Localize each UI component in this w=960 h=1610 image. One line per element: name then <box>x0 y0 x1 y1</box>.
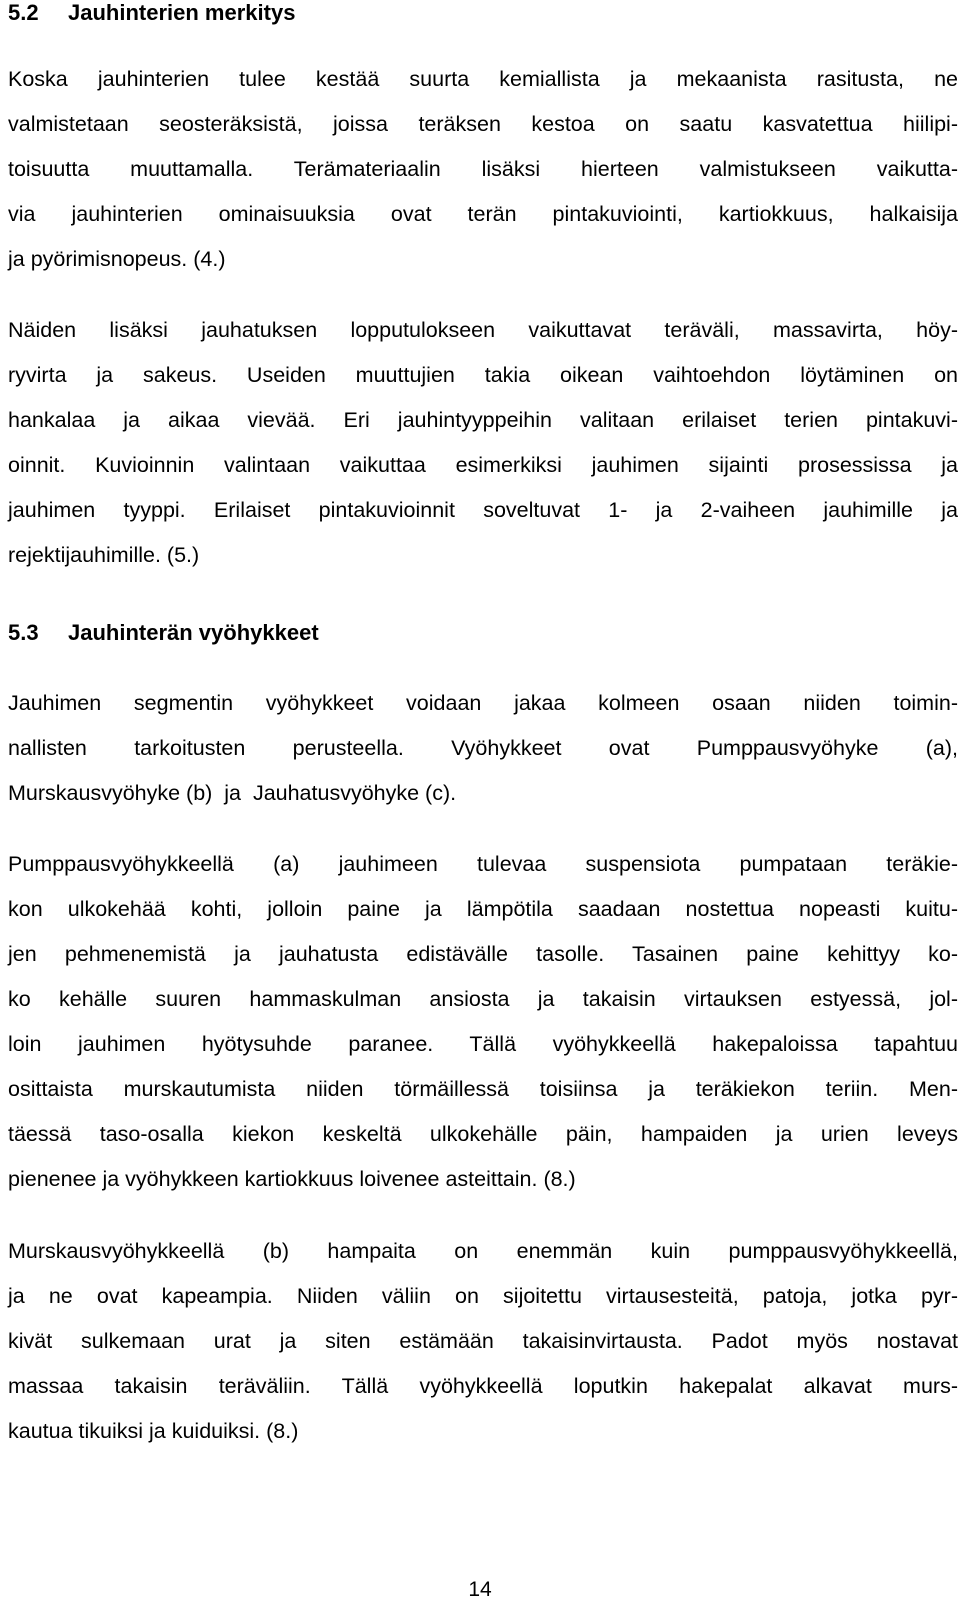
text-line: rejektijauhimille. (5.) <box>8 543 200 567</box>
text-line: ko kehälle suuren hammaskulman ansiosta ja takaisin virtauksen estyessä, jol- <box>8 987 958 1011</box>
text-line: massaa takaisin teräväliin. Tällä vyöhykkeellä loputkin hakepalat alkavat murs- <box>8 1374 958 1398</box>
text-line: ja pyörimisnopeus. (4.) <box>8 247 226 271</box>
text-line: Koska jauhinterien tulee kestää suurta kemiallista ja mekaanista rasitusta, ne <box>8 67 958 91</box>
text-line: kivät sulkemaan urat ja siten estämään takaisinvirtausta. Padot myös nostavat <box>8 1329 958 1353</box>
text-line: Jauhimen segmentin vyöhykkeet voidaan jakaa kolmeen osaan niiden toimin- <box>8 691 958 715</box>
text-line: via jauhinterien ominaisuuksia ovat terän pintakuviointi, kartiokkuus, halkaisija <box>8 202 958 226</box>
text-line: loin jauhimen hyötysuhde paranee. Tällä vyöhykkeellä hakepaloissa tapahtuu <box>8 1032 958 1056</box>
text-line: kautua tikuiksi ja kuiduiksi. (8.) <box>8 1419 299 1443</box>
section-title: Jauhinterien merkitys <box>68 0 296 25</box>
text-line: jauhimen tyyppi. Erilaiset pintakuvioinnit soveltuvat 1- ja 2-vaiheen jauhimille ja <box>8 498 958 522</box>
text-line: täessä taso-osalla kiekon keskeltä ulkokehälle päin, hampaiden ja urien leveys <box>8 1122 958 1146</box>
text-line: pienenee ja vyöhykkeen kartiokkuus loivenee asteittain. (8.) <box>8 1167 576 1191</box>
text-line: Pumppausvyöhykkeellä (a) jauhimeen tulevaa suspensiota pumpataan teräkie- <box>8 852 958 876</box>
section-heading-5-2 <box>8 0 295 26</box>
text-line: Näiden lisäksi jauhatuksen lopputulokseen vaikuttavat teräväli, massavirta, höy- <box>8 318 958 342</box>
section-heading-5-3 <box>8 620 319 646</box>
page-number: 14 <box>468 1578 492 1601</box>
text-line: valmistetaan seosteräksistä, joissa teräksen kestoa on saatu kasvatettua hiilipi- <box>8 112 958 136</box>
text-line: toisuutta muuttamalla. Terämateriaalin lisäksi hierteen valmistukseen vaikutta- <box>8 157 958 181</box>
text-line: kon ulkokehää kohti, jolloin paine ja lämpötila saadaan nostettua nopeasti kuitu- <box>8 897 958 921</box>
text-line: nallisten tarkoitusten perusteella. Vyöhykkeet ovat Pumppausvyöhyke (a), <box>8 736 958 760</box>
text-line: hankalaa ja aikaa vievää. Eri jauhintyyppeihin valitaan erilaiset terien pintakuvi- <box>8 408 958 432</box>
section-title: Jauhinterän vyöhykkeet <box>68 620 319 645</box>
text-line: osittaista murskautumista niiden törmäillessä toisiinsa ja teräkiekon teriin. Men- <box>8 1077 958 1101</box>
section-number: 5.2 <box>8 0 39 25</box>
text-line: jen pehmenemistä ja jauhatusta edistävälle tasolle. Tasainen paine kehittyy ko- <box>8 942 958 966</box>
text-line: oinnit. Kuvioinnin valintaan vaikuttaa esimerkiksi jauhimen sijainti prosessissa ja <box>8 453 958 477</box>
text-line: ja ne ovat kapeampia. Niiden väliin on sijoitettu virtausesteitä, patoja, jotka pyr- <box>8 1284 958 1308</box>
text-line: ryvirta ja sakeus. Useiden muuttujien takia oikean vaihtoehdon löytäminen on <box>8 363 958 387</box>
text-line: Murskausvyöhykkeellä (b) hampaita on enemmän kuin pumppausvyöhykkeellä, <box>8 1239 958 1263</box>
text-line: Murskausvyöhyke (b) ja Jauhatusvyöhyke (c). <box>8 781 457 805</box>
section-number: 5.3 <box>8 620 39 645</box>
